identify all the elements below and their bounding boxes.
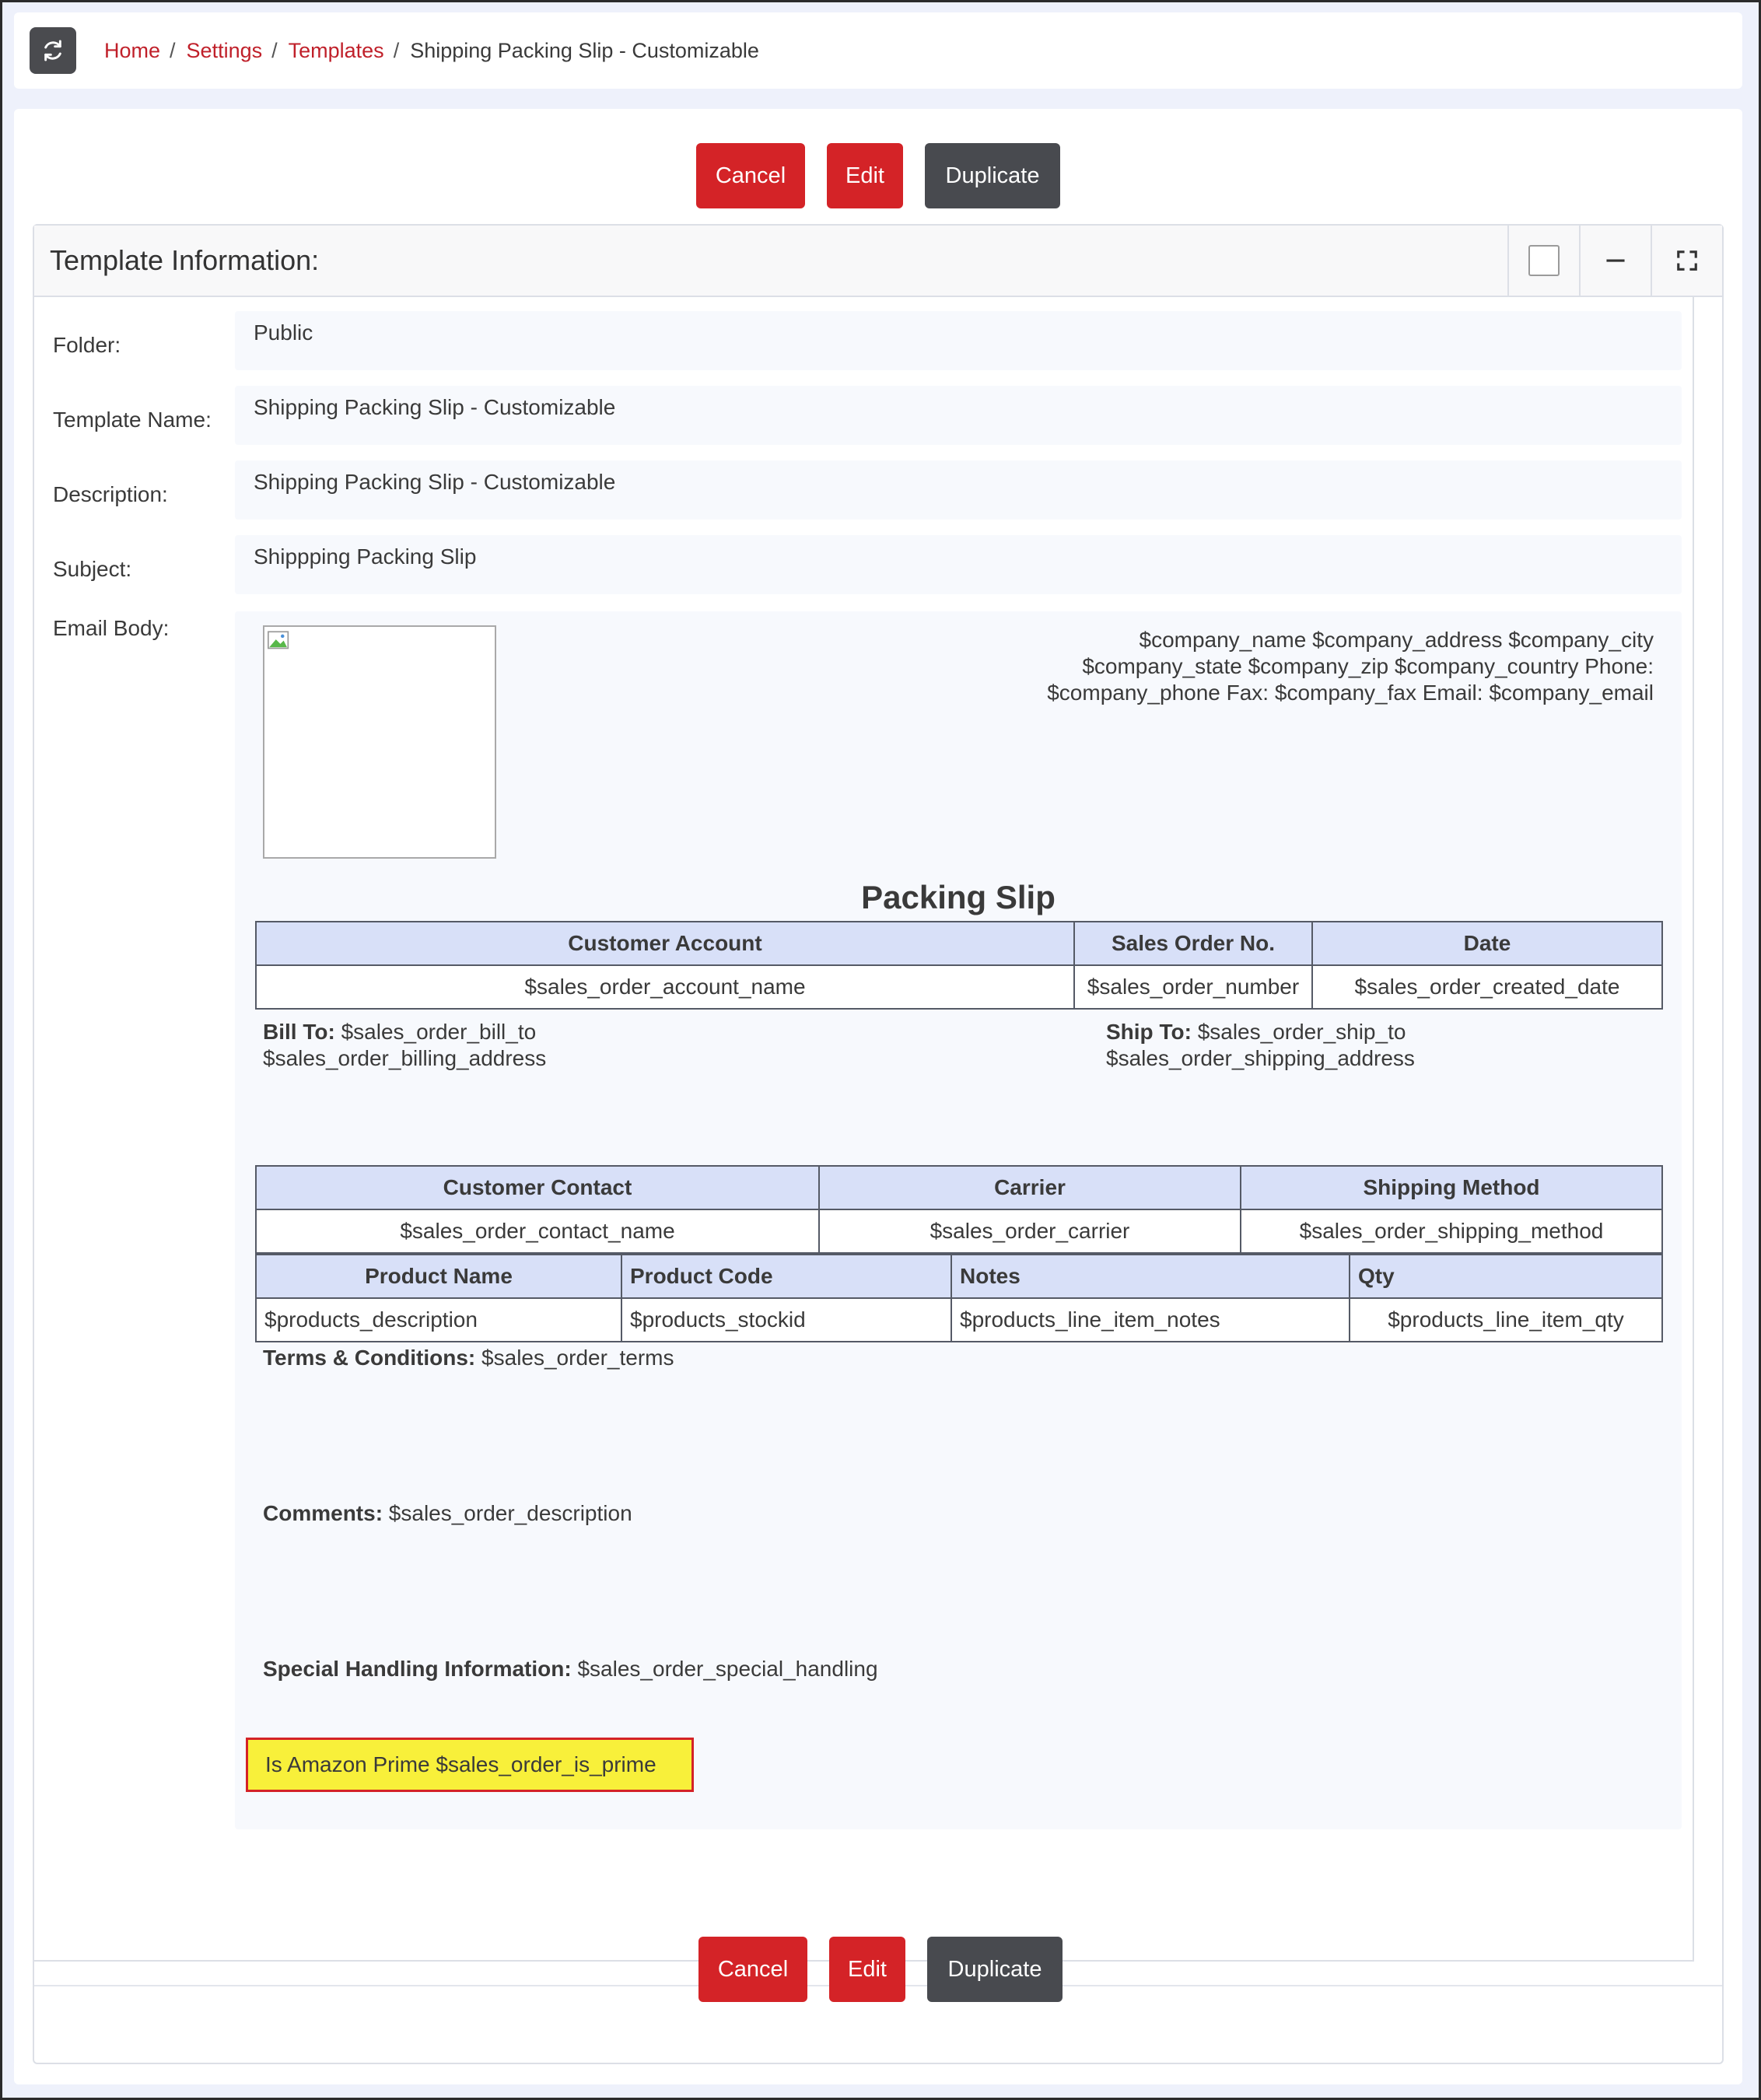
amazon-prime-highlight: Is Amazon Prime $sales_order_is_prime <box>246 1738 694 1792</box>
minimize-icon <box>1604 249 1627 272</box>
table-header: Carrier <box>819 1166 1241 1209</box>
refresh-icon <box>40 38 65 63</box>
table-row <box>256 965 1662 1009</box>
duplicate-button[interactable]: Duplicate <box>925 143 1060 208</box>
folder-label: Folder: <box>53 333 121 357</box>
edit-button[interactable]: Edit <box>827 143 903 208</box>
table-cell: $sales_order_created_date <box>1312 965 1662 1009</box>
bottom-action-bar <box>14 1937 1742 2002</box>
table-cell: $sales_order_contact_name <box>256 1209 819 1253</box>
table-header: Qty <box>1350 1255 1662 1298</box>
panel-header <box>34 226 1722 297</box>
special-handling-value: $sales_order_special_handling <box>577 1657 878 1681</box>
table-header: Customer Contact <box>256 1166 819 1209</box>
select-toggle[interactable] <box>1507 226 1579 296</box>
bill-to-address: $sales_order_billing_address <box>263 1046 547 1070</box>
comments-label: Comments: <box>263 1501 383 1525</box>
cancel-button[interactable]: Cancel <box>696 143 805 208</box>
template-info-panel <box>33 224 1724 2064</box>
ship-to-address: $sales_order_shipping_address <box>1106 1046 1415 1070</box>
description-value: Shipping Packing Slip - Customizable <box>235 460 1682 520</box>
table-header: Shipping Method <box>1241 1166 1662 1209</box>
document-title: Packing Slip <box>861 879 1056 915</box>
edit-button[interactable]: Edit <box>829 1937 905 2002</box>
table-cell: $products_line_item_qty <box>1350 1298 1662 1342</box>
table-cell: $products_description <box>256 1298 621 1342</box>
email-body-preview <box>235 611 1682 1829</box>
minimize-button[interactable] <box>1579 226 1651 296</box>
ship-to-label: Ship To: <box>1106 1020 1192 1044</box>
template-name-label: Template Name: <box>53 408 212 432</box>
subject-value: Shippping Packing Slip <box>235 535 1682 594</box>
terms-value: $sales_order_terms <box>481 1346 674 1370</box>
company-info: $company_name $company_address $company_city $company_state $company_zip $company_country Phone: $company_phone Fax: $company_fax Email: $company_email <box>1047 628 1654 705</box>
table-cell: $products_line_item_notes <box>951 1298 1350 1342</box>
special-handling-block <box>263 1657 878 1682</box>
table-header: Date <box>1312 922 1662 965</box>
refresh-button[interactable] <box>30 27 76 74</box>
comments-value: $sales_order_description <box>388 1501 632 1525</box>
table-header: Notes <box>951 1255 1350 1298</box>
cancel-button[interactable]: Cancel <box>698 1937 807 2002</box>
table-header: Product Name <box>256 1255 621 1298</box>
panel-title: Template Information: <box>50 244 320 276</box>
breadcrumb <box>104 12 759 89</box>
broken-image-icon <box>266 628 292 655</box>
fullscreen-icon <box>1675 249 1699 272</box>
breadcrumb-separator: / <box>271 38 278 62</box>
folder-value: Public <box>235 311 1682 370</box>
top-action-bar <box>14 143 1742 208</box>
comments-block <box>263 1501 632 1526</box>
table-row <box>256 1298 1662 1342</box>
bill-to-label: Bill To: <box>263 1020 335 1044</box>
table-cell: $sales_order_shipping_method <box>1241 1209 1662 1253</box>
subject-label: Subject: <box>53 557 132 581</box>
special-handling-label: Special Handling Information: <box>263 1657 572 1681</box>
duplicate-button[interactable]: Duplicate <box>927 1937 1063 2002</box>
ship-to-name: $sales_order_ship_to <box>1197 1020 1406 1044</box>
breadcrumb-bar <box>14 12 1742 89</box>
table-cell: $sales_order_carrier <box>819 1209 1241 1253</box>
checkbox-icon <box>1528 245 1560 276</box>
ship-to-block <box>1106 1019 1415 1072</box>
breadcrumb-current: Shipping Packing Slip - Customizable <box>410 38 759 62</box>
breadcrumb-templates[interactable]: Templates <box>288 38 384 62</box>
shipping-table <box>255 1165 1663 1254</box>
table-header-row <box>256 1255 1662 1298</box>
template-name-value: Shipping Packing Slip - Customizable <box>235 386 1682 445</box>
terms-label: Terms & Conditions: <box>263 1346 476 1370</box>
breadcrumb-separator: / <box>393 38 400 62</box>
table-header: Product Code <box>621 1255 951 1298</box>
email-body-label: Email Body: <box>53 616 170 640</box>
bill-to-block <box>263 1019 546 1072</box>
fullscreen-button[interactable] <box>1651 226 1722 296</box>
table-cell: $sales_order_number <box>1074 965 1312 1009</box>
table-header-row <box>256 1166 1662 1209</box>
table-cell: $sales_order_account_name <box>256 965 1074 1009</box>
order-table <box>255 921 1663 1010</box>
panel-tools <box>1507 226 1722 296</box>
breadcrumb-separator: / <box>170 38 176 62</box>
breadcrumb-home[interactable]: Home <box>104 38 161 62</box>
table-header: Customer Account <box>256 922 1074 965</box>
main-card <box>14 109 1742 2084</box>
company-logo-image <box>263 625 496 859</box>
description-label: Description: <box>53 482 168 506</box>
breadcrumb-settings[interactable]: Settings <box>186 38 263 62</box>
table-header: Sales Order No. <box>1074 922 1312 965</box>
terms-block <box>263 1346 674 1370</box>
panel-body <box>34 297 1694 1962</box>
table-row <box>256 1209 1662 1253</box>
products-table <box>255 1254 1663 1342</box>
bill-to-name: $sales_order_bill_to <box>341 1020 537 1044</box>
table-cell: $products_stockid <box>621 1298 951 1342</box>
table-header-row <box>256 922 1662 965</box>
